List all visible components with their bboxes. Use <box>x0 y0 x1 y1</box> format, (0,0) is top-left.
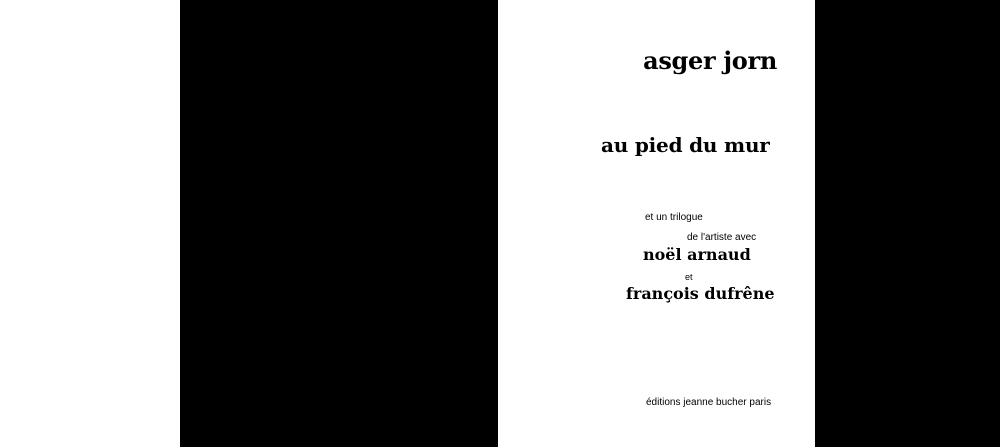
title-page <box>498 0 815 447</box>
author-name: asger jorn <box>643 46 777 75</box>
book-title: au pied du mur <box>601 133 770 157</box>
subtitle-line-1: et un trilogue <box>645 212 703 223</box>
right-black-margin <box>815 0 1000 447</box>
publisher-line: éditions jeanne bucher paris <box>646 397 772 408</box>
subtitle-line-2: de l'artiste avec <box>687 232 757 243</box>
collaborator-1: noël arnaud <box>643 245 751 264</box>
collaborator-2: françois dufrêne <box>626 284 775 303</box>
conjunction-et: et <box>685 272 693 282</box>
left-black-margin <box>180 0 498 447</box>
